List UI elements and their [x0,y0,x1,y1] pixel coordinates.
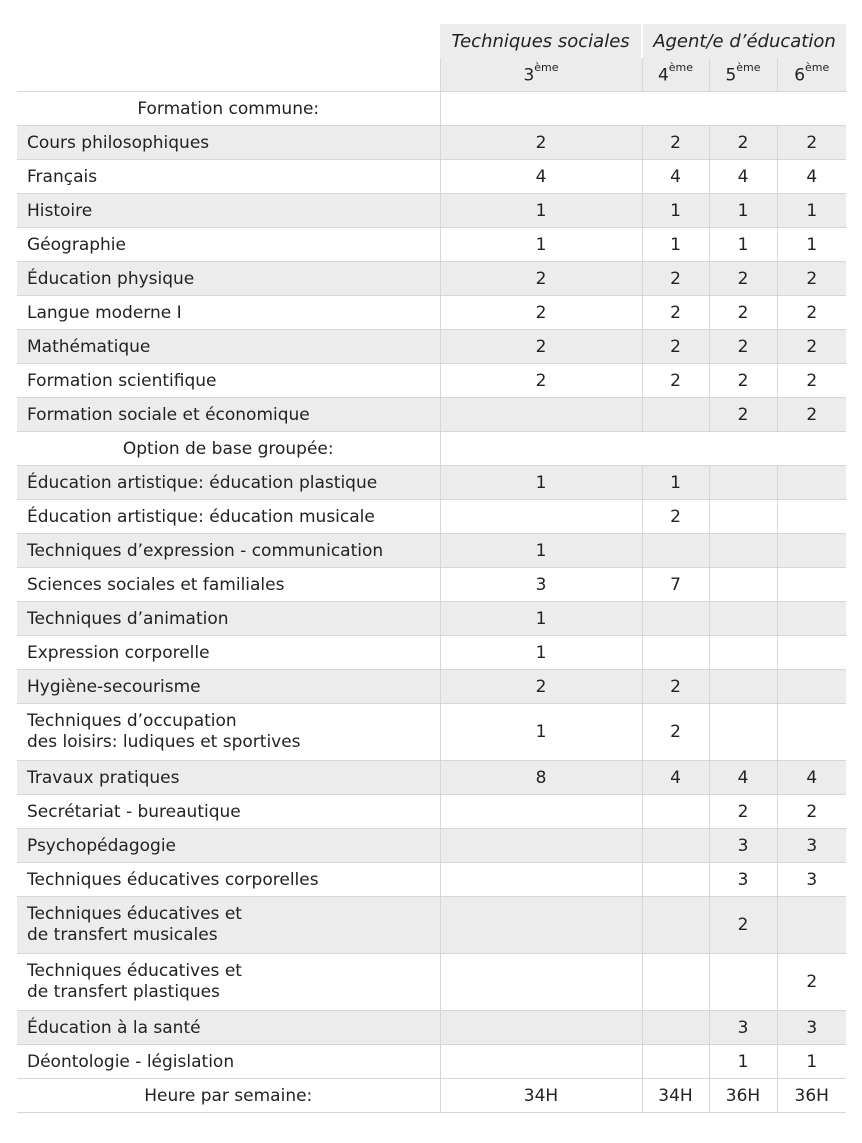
hours-cell-year-6: 3 [777,1011,846,1045]
hours-cell-year-5: 2 [709,398,777,432]
subject-cell [17,398,440,432]
table-row [17,534,846,568]
hours-cell-year-5 [709,500,777,534]
hours-cell-year-3: 3 [440,568,642,602]
table-row [17,602,846,636]
table-row [17,160,846,194]
subject-label: Mathématique [27,336,151,357]
table-body [17,92,846,1113]
hours-cell-year-5: 2 [709,126,777,160]
section-header-row [17,432,846,466]
subject-label: de transfert plastiques [27,982,220,1002]
subject-label: Techniques d’animation [27,608,229,629]
hours-cell-year-6: 2 [777,364,846,398]
hours-cell-year-5: 2 [709,296,777,330]
table-row [17,863,846,897]
subject-label: de transfert musicales [27,925,218,945]
subject-label: Techniques éducatives et [27,904,242,924]
table-row [17,704,846,761]
total-hours-year-6: 36H [777,1079,846,1113]
hours-cell-year-6 [777,500,846,534]
subject-cell [17,466,440,500]
hours-cell-year-6 [777,670,846,704]
hours-cell-year-6: 4 [777,160,846,194]
hours-cell-year-4: 2 [642,364,709,398]
table-row [17,194,846,228]
subject-label: Sciences sociales et familiales [27,574,285,595]
header-row-groups [17,24,846,58]
hours-cell-year-3: 2 [440,262,642,296]
hours-cell-year-6: 2 [777,126,846,160]
subject-label: Hygiène-secourisme [27,676,201,697]
subject-label: Travaux pratiques [27,767,180,788]
hours-cell-year-6: 1 [777,194,846,228]
hours-cell-year-4: 7 [642,568,709,602]
table-row [17,1045,846,1079]
table-row [17,262,846,296]
total-row [17,1079,846,1113]
table-row [17,126,846,160]
hours-cell-year-4 [642,829,709,863]
section-spacer [440,432,846,466]
hours-cell-year-5 [709,954,777,1011]
hours-cell-year-3: 1 [440,704,642,761]
subject-label: des loisirs: ludiques et sportives [27,732,301,752]
hours-cell-year-4: 2 [642,670,709,704]
hours-cell-year-5: 4 [709,761,777,795]
subject-cell [17,364,440,398]
table-row [17,897,846,954]
hours-cell-year-6: 2 [777,398,846,432]
hours-cell-year-4 [642,636,709,670]
hours-cell-year-4 [642,897,709,954]
subject-label: Psychopédagogie [27,835,177,856]
subject-cell [17,296,440,330]
subject-cell [17,761,440,795]
table-row [17,364,846,398]
table-row [17,500,846,534]
hours-cell-year-5 [709,534,777,568]
hours-cell-year-6: 2 [777,330,846,364]
hours-cell-year-3 [440,500,642,534]
hours-cell-year-5: 4 [709,160,777,194]
hours-cell-year-3 [440,829,642,863]
table-row [17,761,846,795]
subject-cell [17,670,440,704]
hours-cell-year-5: 3 [709,863,777,897]
hours-cell-year-4: 1 [642,194,709,228]
total-hours-year-3: 34H [440,1079,642,1113]
subject-label: Déontologie - législation [27,1051,235,1072]
hours-cell-year-4 [642,1045,709,1079]
hours-cell-year-4: 4 [642,160,709,194]
section-title: Option de base groupée: [17,432,440,466]
header-corner-years [17,58,440,92]
hours-cell-year-4: 4 [642,761,709,795]
subject-label: Éducation artistique: éducation musicale [27,506,375,527]
subject-label: Éducation physique [27,268,195,289]
hours-cell-year-4 [642,795,709,829]
table-row [17,1011,846,1045]
subject-cell [17,534,440,568]
table-row [17,296,846,330]
subject-cell [17,954,440,1011]
section-spacer [440,92,846,126]
subject-label: Langue moderne I [27,302,182,323]
subject-label: Éducation artistique: éducation plastique [27,472,378,493]
hours-cell-year-6 [777,568,846,602]
hours-cell-year-5: 1 [709,228,777,262]
hours-cell-year-3: 8 [440,761,642,795]
hours-cell-year-6 [777,636,846,670]
subject-label: Formation scientifique [27,370,217,391]
section-header-row [17,92,846,126]
hours-cell-year-5: 2 [709,897,777,954]
hours-cell-year-5: 3 [709,829,777,863]
subject-cell [17,795,440,829]
subject-cell [17,829,440,863]
table-row [17,829,846,863]
subject-cell [17,126,440,160]
table-row [17,636,846,670]
hours-cell-year-3: 2 [440,330,642,364]
hours-cell-year-5: 1 [709,1045,777,1079]
table-row [17,670,846,704]
hours-cell-year-3: 2 [440,364,642,398]
hours-cell-year-3: 1 [440,466,642,500]
subject-cell [17,330,440,364]
header-year-4: 4ème [642,58,709,92]
hours-cell-year-3: 4 [440,160,642,194]
hours-cell-year-5: 1 [709,194,777,228]
hours-cell-year-4 [642,863,709,897]
course-hours-table [17,24,846,1113]
hours-cell-year-4: 1 [642,228,709,262]
hours-cell-year-5: 3 [709,1011,777,1045]
table-row [17,466,846,500]
hours-cell-year-3: 1 [440,602,642,636]
hours-cell-year-5: 2 [709,330,777,364]
hours-cell-year-5 [709,466,777,500]
hours-cell-year-5 [709,568,777,602]
hours-cell-year-4 [642,954,709,1011]
subject-label: Techniques d’expression - communication [27,540,384,561]
subject-label: Formation sociale et économique [27,404,310,425]
table-row [17,954,846,1011]
hours-cell-year-5 [709,636,777,670]
hours-cell-year-6: 1 [777,228,846,262]
hours-cell-year-6 [777,534,846,568]
subject-cell [17,568,440,602]
hours-cell-year-5 [709,602,777,636]
hours-cell-year-5 [709,670,777,704]
hours-cell-year-5 [709,704,777,761]
hours-cell-year-6 [777,704,846,761]
hours-cell-year-6: 4 [777,761,846,795]
hours-cell-year-3: 2 [440,126,642,160]
subject-cell [17,1011,440,1045]
hours-cell-year-6 [777,897,846,954]
hours-cell-year-6: 2 [777,296,846,330]
hours-cell-year-4 [642,1011,709,1045]
header-year-3: 3ème [440,58,642,92]
hours-cell-year-5: 2 [709,795,777,829]
hours-cell-year-6: 3 [777,829,846,863]
hours-cell-year-4 [642,398,709,432]
subject-label: Géographie [27,234,126,255]
subject-cell [17,704,440,761]
total-hours-year-4: 34H [642,1079,709,1113]
hours-cell-year-4: 2 [642,330,709,364]
hours-cell-year-5: 2 [709,262,777,296]
table-row [17,795,846,829]
subject-label: Français [27,166,98,187]
hours-cell-year-6: 2 [777,262,846,296]
subject-label: Techniques d’occupation [27,711,237,731]
hours-cell-year-4 [642,602,709,636]
hours-cell-year-6: 2 [777,795,846,829]
hours-cell-year-3 [440,863,642,897]
hours-cell-year-3 [440,954,642,1011]
hours-cell-year-3: 2 [440,296,642,330]
hours-cell-year-3: 1 [440,194,642,228]
total-label: Heure par semaine: [17,1079,440,1113]
hours-cell-year-3 [440,1011,642,1045]
table-row [17,228,846,262]
table-row [17,568,846,602]
hours-cell-year-6 [777,466,846,500]
subject-cell [17,262,440,296]
subject-cell [17,636,440,670]
hours-cell-year-4: 2 [642,296,709,330]
table-row [17,398,846,432]
header-group-agent-education: Agent/e d’éducation [642,24,846,58]
header-row-years [17,58,846,92]
table-row [17,330,846,364]
hours-cell-year-4: 2 [642,262,709,296]
subject-cell [17,1045,440,1079]
subject-cell [17,602,440,636]
subject-cell [17,228,440,262]
section-title: Formation commune: [17,92,440,126]
subject-cell [17,863,440,897]
header-year-6: 6ème [777,58,846,92]
hours-cell-year-4: 2 [642,704,709,761]
hours-cell-year-4 [642,534,709,568]
subject-cell [17,160,440,194]
hours-cell-year-6 [777,602,846,636]
subject-cell [17,500,440,534]
subject-label: Expression corporelle [27,642,210,663]
hours-cell-year-6: 3 [777,863,846,897]
hours-cell-year-3: 1 [440,534,642,568]
hours-cell-year-6: 2 [777,954,846,1011]
subject-label: Techniques éducatives et [27,961,242,981]
header-corner [17,24,440,58]
subject-label: Cours philosophiques [27,132,210,153]
header-group-techniques-sociales: Techniques sociales [440,24,642,58]
hours-cell-year-3 [440,795,642,829]
total-hours-year-5: 36H [709,1079,777,1113]
header-year-5: 5ème [709,58,777,92]
hours-cell-year-3: 2 [440,670,642,704]
subject-label: Secrétariat - bureautique [27,801,241,822]
hours-cell-year-4: 2 [642,500,709,534]
hours-cell-year-4: 1 [642,466,709,500]
hours-cell-year-3 [440,398,642,432]
hours-cell-year-3: 1 [440,228,642,262]
hours-cell-year-5: 2 [709,364,777,398]
subject-cell [17,897,440,954]
hours-cell-year-3 [440,897,642,954]
hours-cell-year-3: 1 [440,636,642,670]
hours-cell-year-3 [440,1045,642,1079]
subject-cell [17,194,440,228]
hours-cell-year-6: 1 [777,1045,846,1079]
hours-cell-year-4: 2 [642,126,709,160]
subject-label: Histoire [27,200,93,221]
subject-label: Éducation à la santé [27,1017,201,1038]
subject-label: Techniques éducatives corporelles [27,869,319,890]
